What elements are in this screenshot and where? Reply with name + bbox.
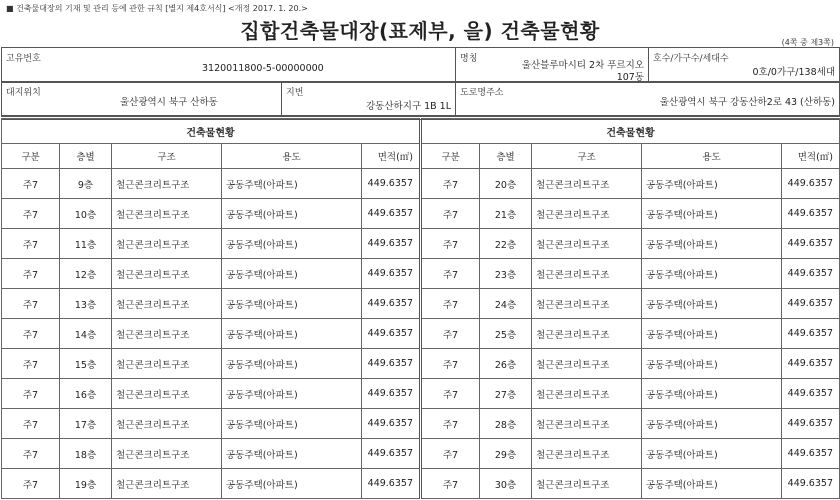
cell-kind: 주7: [2, 199, 60, 229]
cell-use: 공동주택(아파트): [642, 199, 782, 229]
col-area: 면적(㎡): [362, 144, 421, 169]
cell-floor: 9층: [60, 169, 112, 199]
cell-structure: 철근콘크리트구조: [112, 469, 222, 499]
cell-use: 공동주택(아파트): [222, 469, 362, 499]
cell-area: 449.6357: [782, 319, 840, 349]
cell-area: 449.6357: [782, 169, 840, 199]
col-floor: 층별: [60, 144, 112, 169]
building-status-table: [1, 118, 840, 499]
cell-floor: 23층: [480, 259, 532, 289]
cell-kind: 주7: [421, 319, 480, 349]
cell-area: 449.6357: [362, 319, 421, 349]
cell-floor: 17층: [60, 409, 112, 439]
col-use: 용도: [222, 144, 362, 169]
cell-kind: 주7: [2, 439, 60, 469]
location-cell: [2, 82, 282, 117]
cell-use: 공동주택(아파트): [222, 199, 362, 229]
cell-floor: 24층: [480, 289, 532, 319]
lot-cell: [282, 82, 456, 117]
cell-floor: 25층: [480, 319, 532, 349]
location-label: 대지위치: [6, 88, 41, 98]
cell-use: 공동주택(아파트): [222, 319, 362, 349]
cell-structure: 철근콘크리트구조: [112, 379, 222, 409]
col-kind: 구분: [2, 144, 60, 169]
cell-kind: 주7: [2, 349, 60, 379]
cell-floor: 10층: [60, 199, 112, 229]
cell-area: 449.6357: [362, 199, 421, 229]
cell-structure: 철근콘크리트구조: [532, 409, 642, 439]
col-floor: 층별: [480, 144, 532, 169]
cell-kind: 주7: [2, 469, 60, 499]
cell-use: 공동주택(아파트): [222, 259, 362, 289]
cell-use: 공동주택(아파트): [642, 319, 782, 349]
cell-area: 449.6357: [782, 349, 840, 379]
table-row: [2, 169, 840, 199]
cell-kind: 주7: [421, 349, 480, 379]
cell-use: 공동주택(아파트): [642, 379, 782, 409]
cell-use: 공동주택(아파트): [642, 229, 782, 259]
cell-area: 449.6357: [362, 409, 421, 439]
table-row: [2, 379, 840, 409]
cell-structure: 철근콘크리트구조: [532, 469, 642, 499]
cell-kind: 주7: [421, 289, 480, 319]
cell-floor: 12층: [60, 259, 112, 289]
cell-structure: 철근콘크리트구조: [532, 379, 642, 409]
road-address-label: 도로명주소: [460, 88, 504, 98]
cell-floor: 18층: [60, 439, 112, 469]
cell-floor: 26층: [480, 349, 532, 379]
cell-area: 449.6357: [782, 439, 840, 469]
col-area: 면적(㎡): [782, 144, 840, 169]
cell-area: 449.6357: [362, 349, 421, 379]
cell-kind: 주7: [421, 169, 480, 199]
table-row: [2, 229, 840, 259]
page-title: 집합건축물대장(표제부, 을) 건축물현황: [240, 19, 600, 43]
cell-kind: 주7: [421, 259, 480, 289]
table-row: [2, 409, 840, 439]
cell-structure: 철근콘크리트구조: [532, 199, 642, 229]
name-cell: [456, 48, 649, 83]
cell-kind: 주7: [2, 289, 60, 319]
table-row: [2, 199, 840, 229]
table-row: [2, 469, 840, 499]
cell-kind: 주7: [421, 229, 480, 259]
cell-floor: 30층: [480, 469, 532, 499]
id-value: 3120011800-5-00000000: [202, 63, 324, 74]
cell-area: 449.6357: [362, 289, 421, 319]
table-row: [2, 259, 840, 289]
cell-use: 공동주택(아파트): [222, 169, 362, 199]
cell-use: 공동주택(아파트): [222, 379, 362, 409]
cell-area: 449.6357: [362, 169, 421, 199]
name-value-line2: 107동: [616, 72, 644, 83]
cell-floor: 20층: [480, 169, 532, 199]
cell-floor: 28층: [480, 409, 532, 439]
table-row: [2, 289, 840, 319]
cell-kind: 주7: [421, 439, 480, 469]
cell-area: 449.6357: [362, 379, 421, 409]
cell-structure: 철근콘크리트구조: [112, 439, 222, 469]
cell-use: 공동주택(아파트): [222, 409, 362, 439]
cell-structure: 철근콘크리트구조: [112, 409, 222, 439]
cell-floor: 21층: [480, 199, 532, 229]
cell-floor: 13층: [60, 289, 112, 319]
cell-structure: 철근콘크리트구조: [112, 169, 222, 199]
col-structure: 구조: [112, 144, 222, 169]
cell-use: 공동주택(아파트): [642, 349, 782, 379]
cell-use: 공동주택(아파트): [642, 439, 782, 469]
cell-structure: 철근콘크리트구조: [112, 319, 222, 349]
cell-floor: 11층: [60, 229, 112, 259]
regulation-note: ■ 건축물대장의 기재 및 관리 등에 관한 규칙 [별지 제4호서식] <개정 2017. 1. 20.>: [6, 4, 308, 13]
road-address-cell: [456, 82, 840, 117]
cell-area: 449.6357: [782, 469, 840, 499]
cell-area: 449.6357: [782, 409, 840, 439]
cell-structure: 철근콘크리트구조: [532, 439, 642, 469]
col-kind: 구분: [421, 144, 480, 169]
cell-structure: 철근콘크리트구조: [112, 199, 222, 229]
cell-kind: 주7: [2, 379, 60, 409]
location-value: 울산광역시 북구 산하동: [120, 97, 218, 108]
building-info-table: [1, 47, 840, 83]
cell-kind: 주7: [421, 379, 480, 409]
cell-area: 449.6357: [362, 229, 421, 259]
id-label: 고유번호: [6, 54, 41, 64]
cell-use: 공동주택(아파트): [642, 169, 782, 199]
cell-floor: 19층: [60, 469, 112, 499]
cell-area: 449.6357: [782, 379, 840, 409]
cell-floor: 16층: [60, 379, 112, 409]
location-table: [1, 81, 840, 117]
cell-structure: 철근콘크리트구조: [532, 349, 642, 379]
name-value-line1: 울산블루마시티 2차 푸르지오: [521, 60, 644, 71]
col-structure: 구조: [532, 144, 642, 169]
cell-kind: 주7: [2, 319, 60, 349]
col-use: 용도: [642, 144, 782, 169]
cell-area: 449.6357: [782, 289, 840, 319]
section-title-right: 건축물현황: [421, 119, 840, 144]
cell-kind: 주7: [2, 169, 60, 199]
cell-kind: 주7: [2, 259, 60, 289]
cell-structure: 철근콘크리트구조: [532, 229, 642, 259]
units-value: 0호/0가구/138세대: [752, 67, 835, 78]
lot-label: 지번: [286, 88, 304, 98]
cell-use: 공동주택(아파트): [222, 289, 362, 319]
cell-kind: 주7: [421, 199, 480, 229]
cell-use: 공동주택(아파트): [642, 289, 782, 319]
cell-use: 공동주택(아파트): [222, 349, 362, 379]
cell-floor: 27층: [480, 379, 532, 409]
cell-use: 공동주택(아파트): [222, 439, 362, 469]
cell-structure: 철근콘크리트구조: [112, 259, 222, 289]
section-title-left: 건축물현황: [2, 119, 421, 144]
cell-use: 공동주택(아파트): [222, 229, 362, 259]
cell-structure: 철근콘크리트구조: [112, 229, 222, 259]
cell-kind: 주7: [421, 469, 480, 499]
cell-structure: 철근콘크리트구조: [112, 289, 222, 319]
cell-area: 449.6357: [782, 199, 840, 229]
table-row: [2, 439, 840, 469]
cell-structure: 철근콘크리트구조: [532, 169, 642, 199]
cell-use: 공동주택(아파트): [642, 469, 782, 499]
cell-structure: 철근콘크리트구조: [532, 289, 642, 319]
cell-area: 449.6357: [362, 439, 421, 469]
cell-use: 공동주택(아파트): [642, 259, 782, 289]
cell-kind: 주7: [421, 409, 480, 439]
cell-floor: 29층: [480, 439, 532, 469]
cell-structure: 철근콘크리트구조: [532, 319, 642, 349]
id-cell: [2, 48, 456, 83]
cell-floor: 22층: [480, 229, 532, 259]
cell-floor: 14층: [60, 319, 112, 349]
name-label: 명칭: [460, 54, 478, 64]
units-cell: [649, 48, 840, 83]
cell-structure: 철근콘크리트구조: [112, 349, 222, 379]
page-indicator: (4쪽 중 제3쪽): [781, 38, 834, 47]
cell-floor: 15층: [60, 349, 112, 379]
cell-area: 449.6357: [782, 229, 840, 259]
cell-kind: 주7: [2, 409, 60, 439]
cell-area: 449.6357: [362, 259, 421, 289]
cell-kind: 주7: [2, 229, 60, 259]
table-row: [2, 349, 840, 379]
lot-value: 강동산하지구 1B 1L: [365, 101, 451, 112]
units-label: 호수/가구수/세대수: [653, 54, 729, 64]
road-address-value: 울산광역시 북구 강동산하2로 43 (산하동): [659, 97, 835, 108]
cell-use: 공동주택(아파트): [642, 409, 782, 439]
cell-structure: 철근콘크리트구조: [532, 259, 642, 289]
table-row: [2, 319, 840, 349]
cell-area: 449.6357: [782, 259, 840, 289]
cell-area: 449.6357: [362, 469, 421, 499]
